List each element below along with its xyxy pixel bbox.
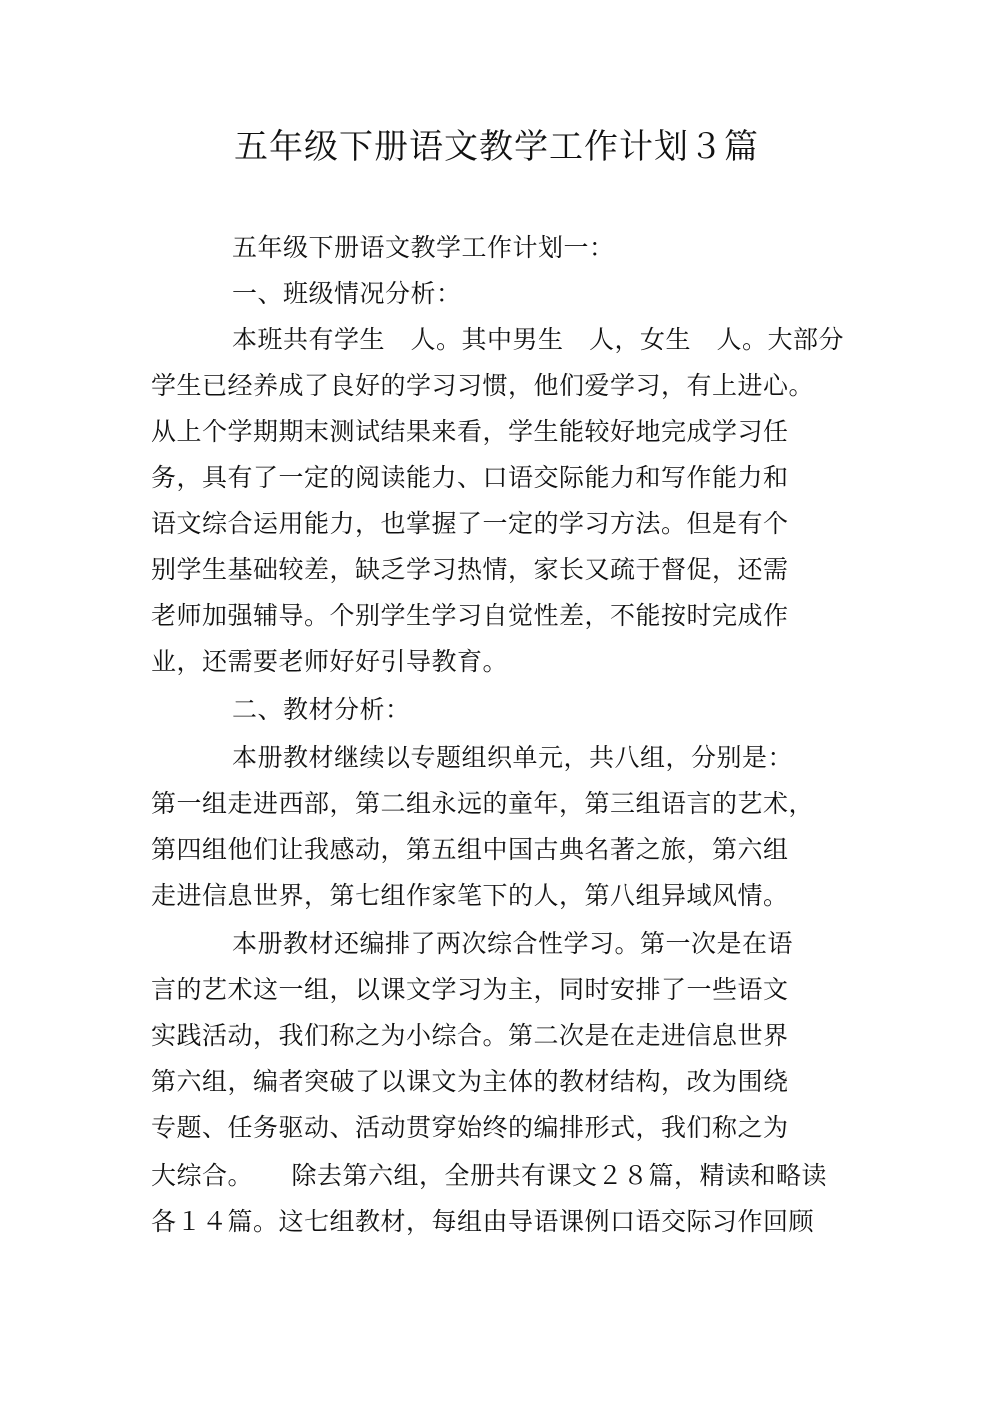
plan-heading: 五年级下册语文教学工作计划一： (232, 233, 615, 262)
paragraph-line: 本册教材继续以专题组织单元，共八组，分别是： (232, 743, 794, 772)
document-title: 五年级下册语文教学工作计划３篇 (234, 127, 759, 167)
paragraph-line: 专题、任务驱动、活动贯穿始终的编排形式，我们称之为 (151, 1113, 789, 1142)
paragraph-line: 本册教材还编排了两次综合性学习。第一次是在语 (232, 929, 794, 958)
paragraph-line: 别学生基础较差，缺乏学习热情，家长又疏于督促，还需 (151, 555, 789, 584)
paragraph-line: 第六组，编者突破了以课文为主体的教材结构，改为围绕 (151, 1067, 789, 1096)
paragraph-line: 务，具有了一定的阅读能力、口语交际能力和写作能力和 (151, 463, 789, 492)
paragraph-line: 语文综合运用能力，也掌握了一定的学习方法。但是有个 (151, 509, 789, 538)
paragraph-line: 学生已经养成了良好的学习习惯，他们爱学习，有上进心。 (151, 371, 815, 400)
paragraph-line: 从上个学期期末测试结果来看，学生能较好地完成学习任 (151, 417, 789, 446)
paragraph-line: 言的艺术这一组，以课文学习为主，同时安排了一些语文 (151, 975, 789, 1004)
paragraph-line: 大综合。 除去第六组，全册共有课文２８篇，精读和略读 (151, 1161, 828, 1190)
paragraph-line: 本班共有学生 人。其中男生 人，女生 人。大部分 (232, 325, 845, 354)
paragraph-line: 走进信息世界，第七组作家笔下的人，第八组异域风情。 (151, 881, 789, 910)
paragraph-line: 实践活动，我们称之为小综合。第二次是在走进信息世界 (151, 1021, 789, 1050)
paragraph-line: 业，还需要老师好好引导教育。 (151, 647, 509, 676)
section-heading-textbook-analysis: 二、教材分析： (232, 695, 411, 724)
section-heading-class-analysis: 一、班级情况分析： (232, 279, 462, 308)
paragraph-line: 老师加强辅导。个别学生学习自觉性差，不能按时完成作 (151, 601, 789, 630)
paragraph-line: 第一组走进西部，第二组永远的童年，第三组语言的艺术， (151, 789, 815, 818)
paragraph-line: 各１４篇。这七组教材，每组由导语课例口语交际习作回顾 (151, 1207, 815, 1236)
paragraph-line: 第四组他们让我感动，第五组中国古典名著之旅，第六组 (151, 835, 789, 864)
